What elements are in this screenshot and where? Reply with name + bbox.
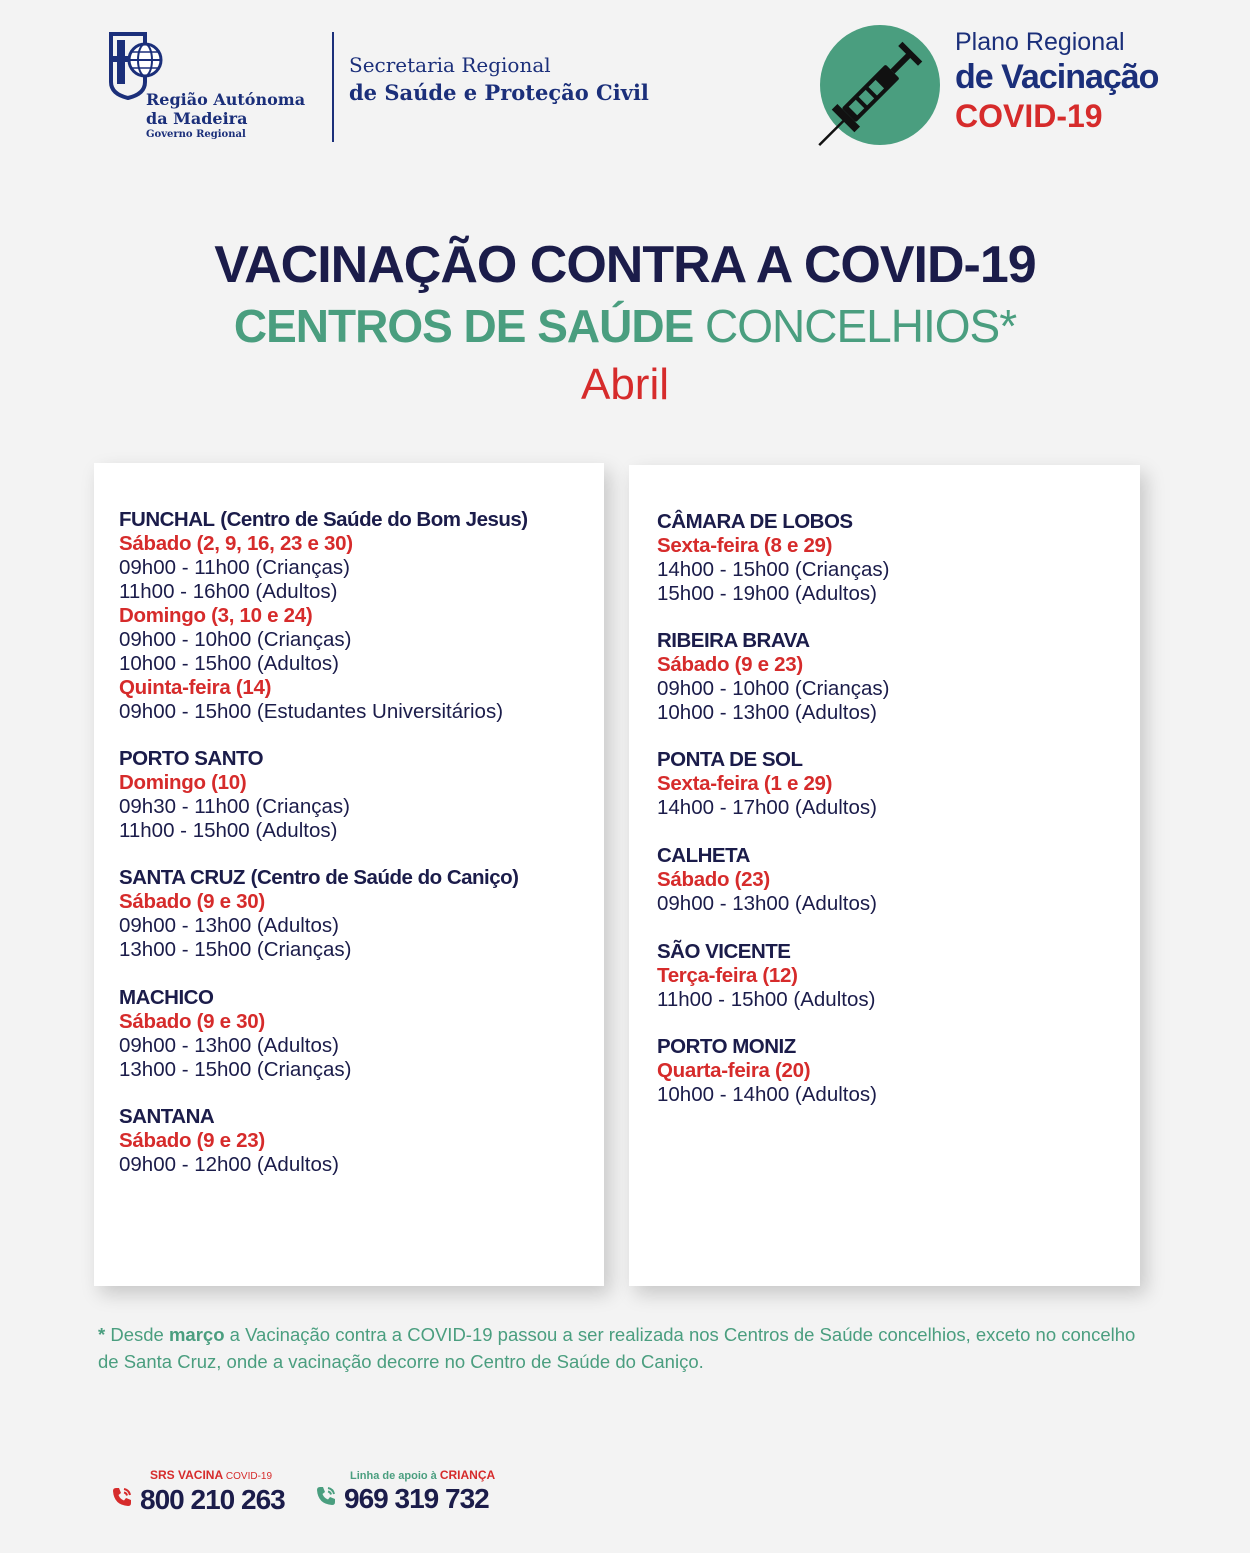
footnote-part2: a Vacinação contra a COVID-19 passou a ser realizada nos Centros de Saúde concelhios, exceto no concelho de Santa Cruz, onde a vacinação decorre no Centro de Saúde do Caniço. — [98, 1324, 1136, 1372]
schedule-time: 14h00 - 17h00 (Adultos) — [657, 796, 877, 819]
footnote-part1: Desde — [105, 1324, 169, 1345]
schedule-time: 13h00 - 15h00 (Crianças) — [119, 938, 352, 961]
schedule-time: 10h00 - 13h00 (Adultos) — [657, 701, 877, 724]
schedule-card-left — [94, 463, 604, 1286]
schedule-day: Sábado (9 e 30) — [119, 1010, 265, 1033]
location-name: SANTANA — [119, 1105, 215, 1128]
schedule-day: Domingo (10) — [119, 771, 247, 794]
schedule-time: 10h00 - 15h00 (Adultos) — [119, 652, 339, 675]
schedule-time: 09h00 - 10h00 (Crianças) — [657, 677, 890, 700]
schedule-day: Sábado (2, 9, 16, 23 e 30) — [119, 532, 353, 555]
location-name: CÂMARA DE LOBOS — [657, 510, 853, 533]
location-name: CALHETA — [657, 844, 750, 867]
plano-line2: de Vacinação — [955, 58, 1159, 96]
regiao-madeira-text — [146, 90, 305, 142]
schedule-day: Terça-feira (12) — [657, 964, 798, 987]
contact-linha-crianca — [314, 1468, 495, 1515]
schedule-day: Sábado (9 e 23) — [119, 1129, 265, 1152]
plano-regional-text — [955, 27, 1158, 135]
header — [0, 0, 1250, 200]
schedule-time: 09h00 - 13h00 (Adultos) — [119, 914, 339, 937]
location-name: FUNCHAL — [119, 508, 215, 531]
contact-srs-vacina — [110, 1468, 285, 1516]
schedule-time: 15h00 - 19h00 (Adultos) — [657, 582, 877, 605]
location-funchal — [119, 508, 528, 724]
location-porto-santo — [119, 747, 350, 843]
regiao-line2: da Madeira — [146, 109, 248, 128]
contact-label-bold: CRIANÇA — [439, 1468, 496, 1482]
schedule-time: 11h00 - 15h00 (Adultos) — [657, 988, 876, 1011]
location-name: RIBEIRA BRAVA — [657, 629, 810, 652]
header-divider — [332, 32, 334, 142]
plano-line1: Plano Regional — [955, 28, 1125, 56]
plano-line3: COVID-19 — [955, 98, 1103, 134]
location-machico — [119, 986, 351, 1082]
location-name: SÃO VICENTE — [657, 940, 791, 963]
subtitle-bold: CENTROS DE SAÚDE — [233, 300, 694, 352]
location-camara-de-lobos — [657, 510, 889, 606]
schedule-day: Quarta-feira (20) — [657, 1059, 811, 1082]
location-name: PORTO SANTO — [119, 747, 264, 770]
secretaria-line2: de Saúde e Proteção Civil — [349, 80, 649, 105]
location-name: SANTA CRUZ — [119, 866, 245, 889]
footnote-star: * — [98, 1324, 106, 1345]
month-title: Abril — [580, 360, 670, 409]
schedule-time: 09h30 - 11h00 (Crianças) — [119, 795, 350, 818]
contact-label-small: COVID-19 — [223, 1471, 273, 1482]
phone-icon — [110, 1484, 140, 1516]
subtitle — [0, 298, 1250, 354]
syringe-icon — [815, 25, 940, 150]
footnote — [98, 1321, 1158, 1375]
schedule-card-right — [629, 465, 1140, 1286]
contact-number-text: 969 319 732 — [344, 1483, 489, 1514]
schedule-day: Domingo (3, 10 e 24) — [119, 604, 313, 627]
location-porto-moniz — [657, 1035, 877, 1107]
schedule-day: Sexta-feira (1 e 29) — [657, 772, 833, 795]
regiao-line3: Governo Regional — [146, 129, 246, 140]
schedule-time: 09h00 - 13h00 (Adultos) — [657, 892, 877, 915]
contact-number[interactable] — [110, 1484, 285, 1516]
contact-label-bold: SRS VACINA — [150, 1468, 224, 1482]
schedule-day: Sábado (23) — [657, 868, 770, 891]
location-name: MACHICO — [119, 986, 214, 1009]
secretaria-line1: Secretaria Regional — [349, 53, 551, 77]
location-name: PORTO MONIZ — [657, 1035, 796, 1058]
schedule-time: 14h00 - 15h00 (Crianças) — [657, 558, 890, 581]
schedule-time: 09h00 - 10h00 (Crianças) — [119, 628, 352, 651]
schedule-time: 10h00 - 14h00 (Adultos) — [657, 1083, 877, 1106]
schedule-time: 09h00 - 13h00 (Adultos) — [119, 1034, 339, 1057]
schedule-day: Quinta-feira (14) — [119, 676, 272, 699]
location-ponta-de-sol — [657, 748, 877, 820]
secretaria-text — [349, 52, 649, 107]
main-title: VACINAÇÃO CONTRA A COVID-19 — [214, 236, 1036, 294]
contact-number-text: 800 210 263 — [140, 1484, 285, 1515]
schedule-day: Sábado (9 e 30) — [119, 890, 265, 913]
schedule-day: Sexta-feira (8 e 29) — [657, 534, 833, 557]
location-santa-cruz — [119, 866, 519, 962]
regiao-line1: Região Autónoma — [146, 90, 306, 109]
location-sao-vicente — [657, 940, 875, 1012]
schedule-day: Sábado (9 e 23) — [657, 653, 803, 676]
schedule-time: 09h00 - 12h00 (Adultos) — [119, 1153, 339, 1176]
schedule-time: 11h00 - 16h00 (Adultos) — [119, 580, 338, 603]
contact-number[interactable] — [314, 1483, 495, 1515]
subtitle-regular: CONCELHIOS* — [705, 300, 1017, 352]
schedule-time: 09h00 - 11h00 (Crianças) — [119, 556, 350, 579]
contact-label — [314, 1468, 495, 1483]
schedule-time: 13h00 - 15h00 (Crianças) — [119, 1058, 352, 1081]
contact-label-prefix: Linha de apoio à — [350, 1470, 440, 1482]
phone-icon — [314, 1483, 344, 1515]
location-detail: (Centro de Saúde do Bom Jesus) — [220, 508, 528, 531]
location-santana — [119, 1105, 339, 1177]
schedule-time: 11h00 - 15h00 (Adultos) — [119, 819, 338, 842]
location-ribeira-brava — [657, 629, 889, 725]
contact-label — [110, 1468, 285, 1484]
location-calheta — [657, 844, 877, 916]
location-detail: (Centro de Saúde do Caniço) — [250, 866, 519, 889]
footnote-highlight: março — [168, 1324, 225, 1345]
titles — [0, 232, 1250, 412]
location-name: PONTA DE SOL — [657, 748, 803, 771]
schedule-time: 09h00 - 15h00 (Estudantes Universitários) — [119, 700, 504, 723]
